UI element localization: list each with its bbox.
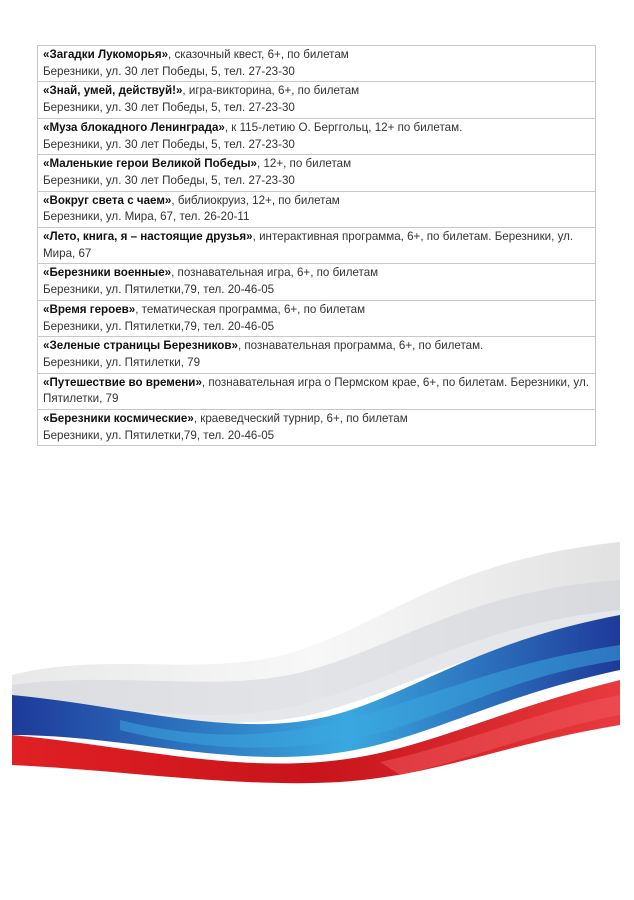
event-cell xyxy=(38,118,596,154)
event-cell xyxy=(38,410,596,446)
table-row xyxy=(38,155,596,191)
event-title: «Знай, умей, действуй!» xyxy=(43,84,183,98)
event-description: , сказочный квест, 6+, по билетам xyxy=(168,48,349,61)
table-row xyxy=(38,373,596,409)
event-cell xyxy=(38,46,596,82)
event-address: Березники, ул. Пятилетки,79, тел. 20-46-05 xyxy=(43,319,275,333)
event-title: «Вокруг света с чаем» xyxy=(43,193,172,207)
event-description: , познавательная программа, 6+, по билетам. xyxy=(237,339,484,353)
event-address: Березники, ул. Мира, 67, тел. 26-20-11 xyxy=(43,210,250,224)
event-description: , тематическая программа, 6+, по билетам xyxy=(135,302,366,316)
table-row xyxy=(38,300,596,336)
event-title: «Зеленые страницы Березников» xyxy=(43,339,238,353)
russian-flag-wave-decoration xyxy=(0,530,634,790)
event-cell xyxy=(38,373,596,409)
event-description: , 12+, по билетам xyxy=(257,157,352,171)
event-title: «Маленькие герои Великой Победы» xyxy=(43,157,257,171)
event-cell xyxy=(38,228,596,264)
event-address: Березники, ул. 30 лет Победы, 5, тел. 27-23-30 xyxy=(43,101,295,115)
table-row xyxy=(38,337,596,373)
table-row xyxy=(38,82,596,118)
event-description: , познавательная игра, 6+, по билетам xyxy=(171,266,379,280)
events-table xyxy=(37,45,596,446)
event-cell xyxy=(38,191,596,227)
event-cell xyxy=(38,337,596,373)
event-address: Березники, ул. Мира, 67 xyxy=(43,230,574,260)
event-description: , интерактивная программа, 6+, по билетам. xyxy=(252,230,492,244)
event-cell xyxy=(38,82,596,118)
table-row xyxy=(38,118,596,154)
event-description: , игра-викторина, 6+, по билетам xyxy=(182,84,360,98)
event-description: , познавательная игра о Пермском крае, 6+, по билетам. xyxy=(201,375,508,389)
table-row xyxy=(38,191,596,227)
event-title: «Лето, книга, я – настоящие друзья» xyxy=(43,230,253,244)
event-title: «Загадки Лукоморья» xyxy=(43,48,169,61)
event-title: «Время героев» xyxy=(43,302,136,316)
table-row xyxy=(38,410,596,446)
event-title: «Муза блокадного Ленинграда» xyxy=(43,120,225,134)
table-row xyxy=(38,46,596,82)
event-title: «Березники космические» xyxy=(43,412,194,426)
event-cell xyxy=(38,155,596,191)
event-address: Березники, ул. 30 лет Победы, 5, тел. 27-23-30 xyxy=(43,137,295,151)
event-address: Березники, ул. 30 лет Победы, 5, тел. 27-23-30 xyxy=(43,64,295,78)
event-address: Березники, ул. Пятилетки,79, тел. 20-46-05 xyxy=(43,283,275,297)
event-description: , к 115-летию О. Берггольц, 12+ по билетам. xyxy=(224,120,463,134)
event-address: Березники, ул. Пятилетки, 79 xyxy=(43,375,589,406)
event-address: Березники, ул. Пятилетки,79, тел. 20-46-05 xyxy=(43,428,275,442)
event-cell xyxy=(38,264,596,300)
event-address: Березники, ул. Пятилетки, 79 xyxy=(43,355,201,369)
event-title: «Путешествие во времени» xyxy=(43,375,202,389)
event-address: Березники, ул. 30 лет Победы, 5, тел. 27-23-30 xyxy=(43,173,295,187)
table-row xyxy=(38,264,596,300)
event-cell xyxy=(38,300,596,336)
event-title: «Березники военные» xyxy=(43,266,172,280)
event-description: , краеведческий турнир, 6+, по билетам xyxy=(193,412,408,426)
table-row xyxy=(38,228,596,264)
event-description: , библиокруиз, 12+, по билетам xyxy=(171,193,340,207)
